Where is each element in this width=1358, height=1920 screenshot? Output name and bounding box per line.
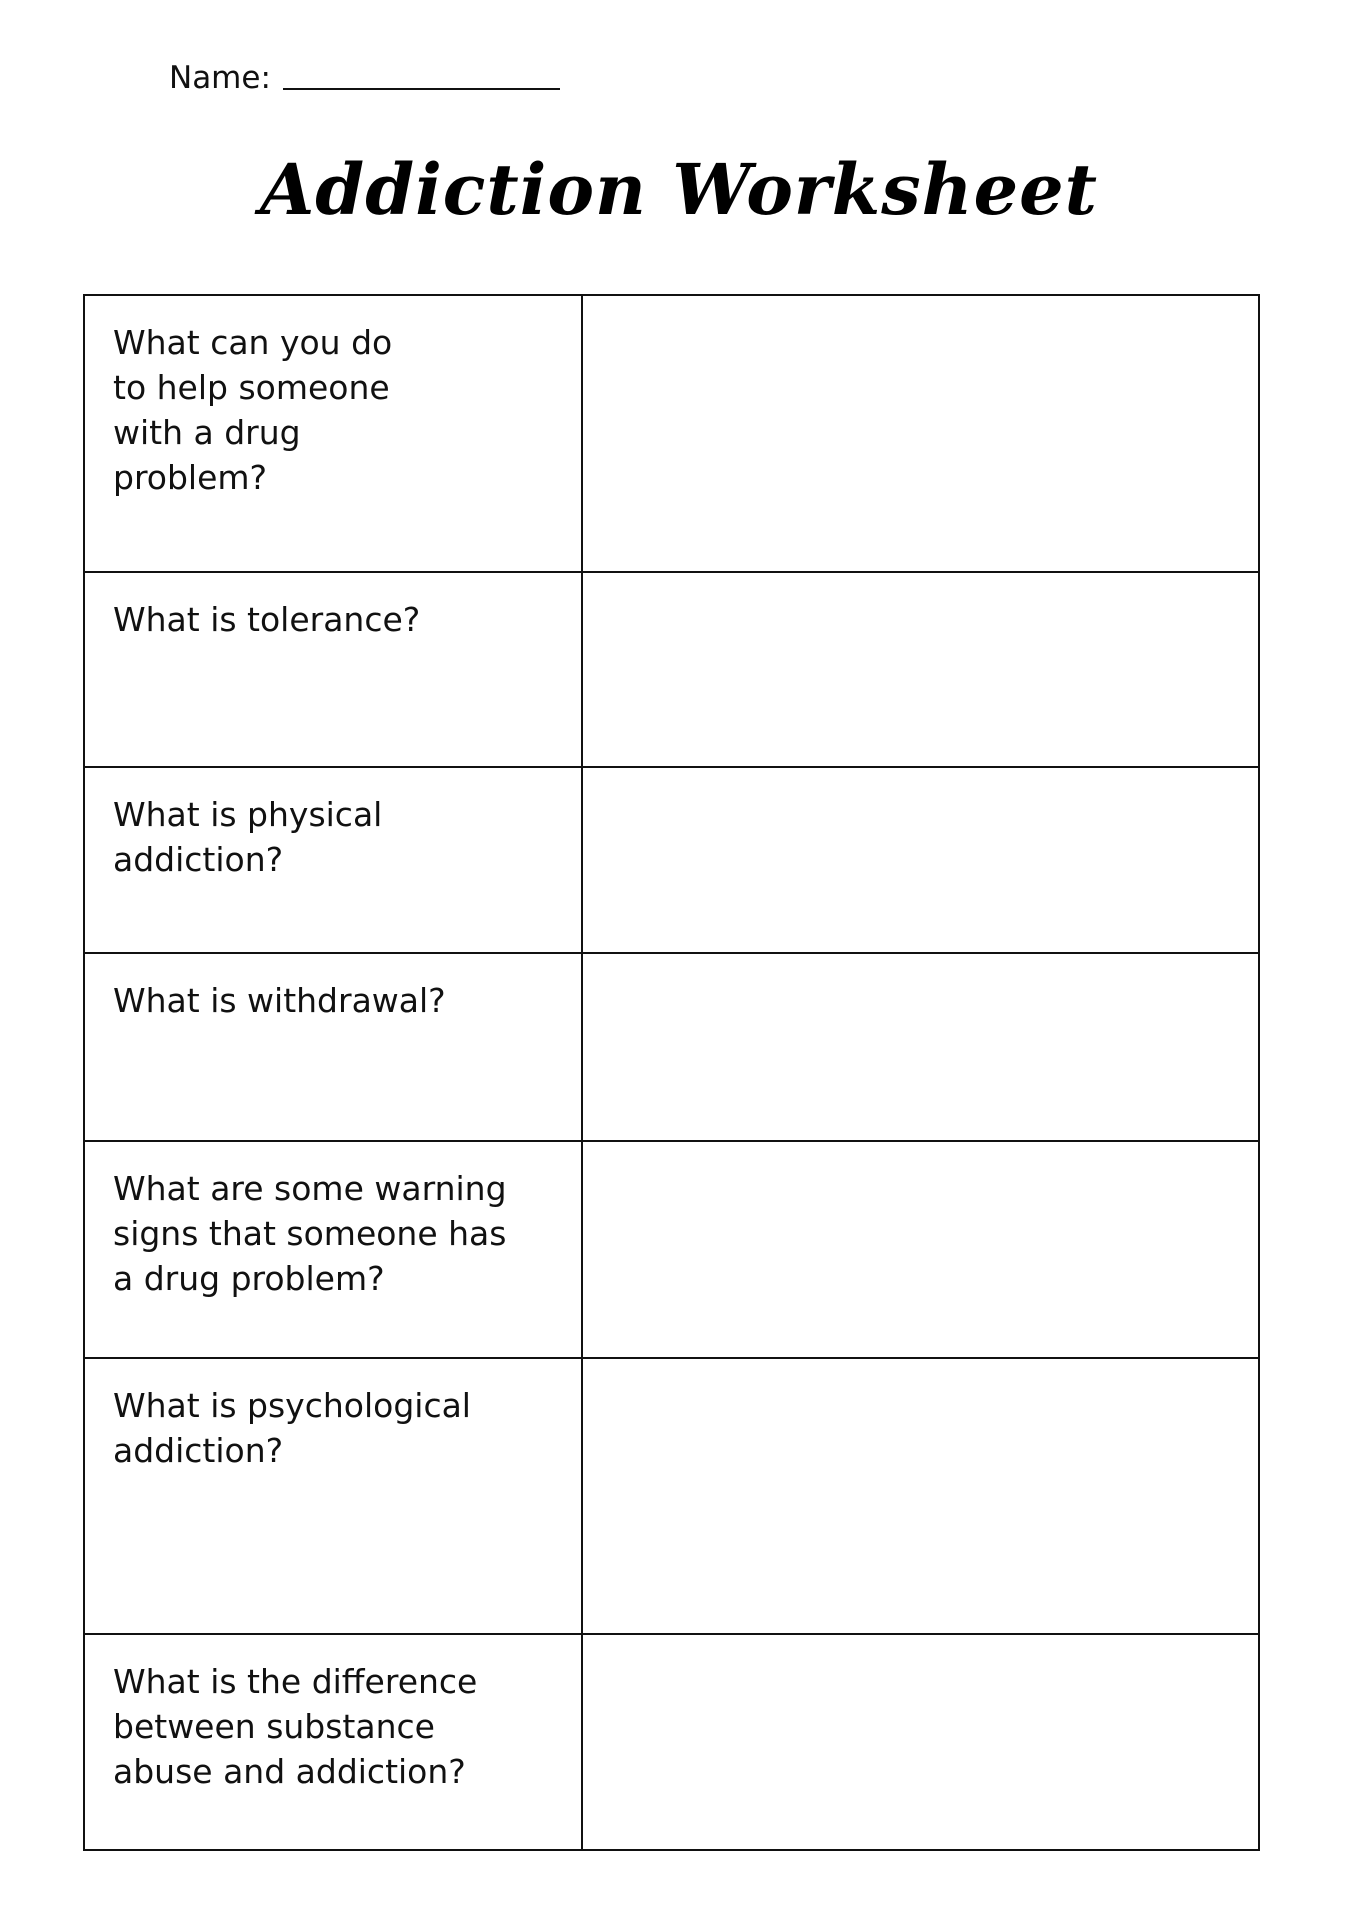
table-row (84, 767, 1259, 953)
worksheet-title: Addiction Worksheet (260, 148, 1098, 231)
question-cell (84, 767, 582, 953)
answer-cell[interactable] (582, 1634, 1259, 1850)
answer-cell[interactable] (582, 1141, 1259, 1358)
question-text: What is physical addiction? (113, 795, 383, 879)
question-cell (84, 1141, 582, 1358)
question-text: What is withdrawal? (113, 981, 446, 1020)
answer-cell[interactable] (582, 953, 1259, 1141)
question-text: What are some warning signs that someone has a drug problem? (113, 1169, 507, 1298)
table-row (84, 953, 1259, 1141)
answer-cell[interactable] (582, 767, 1259, 953)
table-row (84, 1141, 1259, 1358)
question-text: What is tolerance? (113, 600, 421, 639)
question-text: What is the difference between substance abuse and addiction? (113, 1662, 478, 1791)
name-blank-line[interactable] (283, 88, 560, 90)
question-cell (84, 1634, 582, 1850)
table-row (84, 572, 1259, 767)
table-row (84, 1358, 1259, 1634)
name-field-row (169, 60, 560, 96)
answer-cell[interactable] (582, 1358, 1259, 1634)
questions-table (83, 294, 1260, 1851)
question-cell (84, 572, 582, 767)
answer-cell[interactable] (582, 295, 1259, 572)
question-text: What can you do to help someone with a drug problem? (113, 323, 393, 497)
answer-cell[interactable] (582, 572, 1259, 767)
question-text: What is psychological addiction? (113, 1386, 471, 1470)
name-label: Name: (169, 60, 271, 96)
table-row (84, 295, 1259, 572)
table-row (84, 1634, 1259, 1850)
question-cell (84, 295, 582, 572)
question-cell (84, 1358, 582, 1634)
question-cell (84, 953, 582, 1141)
